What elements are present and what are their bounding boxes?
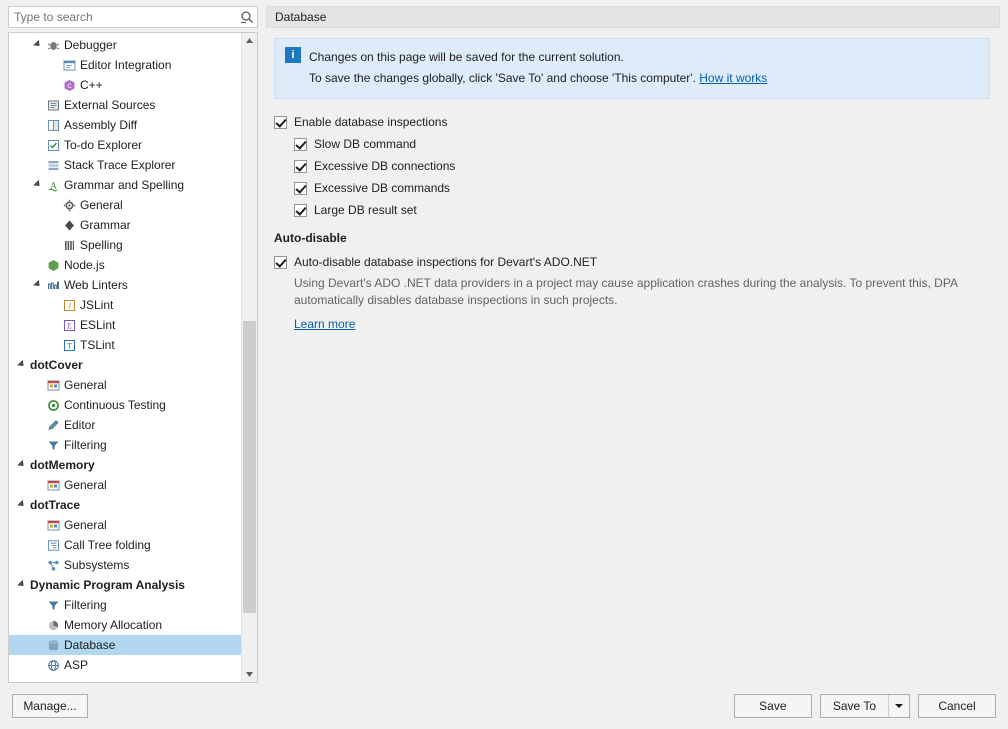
tree-item-call-tree-folding[interactable] [9,535,241,555]
expander-open-icon[interactable] [17,495,28,515]
inspection-checkbox-excessive-db-connections[interactable] [294,160,307,173]
memory-allocation-icon [44,617,62,633]
general-icon [44,517,62,533]
tree-item-filtering[interactable] [9,595,241,615]
tree-item-label: JSLint [80,298,114,312]
tree-item-label: Filtering [64,438,107,452]
inspection-row-excessive-db-commands[interactable] [294,177,990,199]
how-it-works-link[interactable]: How it works [699,71,768,85]
manage-button[interactable]: Manage... [12,694,88,718]
tree-item-to-do-explorer[interactable] [9,135,241,155]
expander-placeholder [49,335,60,355]
tree-item-grammar[interactable] [9,215,241,235]
jslint-icon [60,297,78,313]
tree-item-label: Subsystems [64,558,130,572]
info-banner [274,38,990,99]
svg-text:J: J [67,301,71,310]
footer-actions [734,694,996,718]
grammar-small-icon [60,217,78,233]
tree-item-grammar-and-spelling[interactable] [9,175,241,195]
expander-placeholder [33,415,44,435]
tree-item-label: Spelling [80,238,123,252]
expander-placeholder [49,55,60,75]
tree-item-label: General [64,378,107,392]
inspection-row-large-db-result-set[interactable] [294,199,990,221]
svg-text:E: E [66,321,72,330]
auto-disable-description: Using Devart's ADO .NET data providers in a project may cause application crashes during the analysis. To prevent this, DPA automatically disables database inspections in such projects. [294,276,958,307]
tree-item-label: Continuous Testing [64,398,166,412]
expander-open-icon[interactable] [33,175,44,195]
cancel-button[interactable]: Cancel [918,694,996,718]
tree-item-general[interactable] [9,475,241,495]
tree-item-label: Grammar and Spelling [64,178,185,192]
settings-tree[interactable] [9,33,241,682]
expander-placeholder [33,135,44,155]
page-content [266,28,1000,683]
expander-placeholder [33,655,44,675]
expander-placeholder [49,195,60,215]
tree-item-label: Filtering [64,598,107,612]
tree-item-assembly-diff[interactable] [9,115,241,135]
tree-item-jslint[interactable] [9,295,241,315]
tree-item-label: Editor [64,418,96,432]
call-tree-icon [44,537,62,553]
chevron-down-icon[interactable] [888,695,909,717]
tree-item-general[interactable] [9,375,241,395]
expander-open-icon[interactable] [33,35,44,55]
tree-item-spelling[interactable] [9,235,241,255]
tree-item-c[interactable] [9,75,241,95]
tree-item-label: Call Tree folding [64,538,151,552]
settings-detail-panel [266,6,1000,683]
eslint-icon [60,317,78,333]
expander-placeholder [49,75,60,95]
tree-item-label: Debugger [64,38,117,52]
tree-item-memory-allocation[interactable] [9,615,241,635]
filter-icon [44,437,62,453]
learn-more-container [294,317,990,331]
inspection-row-slow-db-command[interactable] [294,133,990,155]
tree-item-asp[interactable] [9,655,241,675]
tree-item-label: General [80,198,123,212]
expander-placeholder [33,375,44,395]
continuous-testing-icon [44,397,62,413]
auto-disable-checkbox[interactable] [274,256,287,269]
tree-item-label: Editor Integration [80,58,172,72]
info-banner-text [309,47,767,89]
expander-open-icon[interactable] [33,275,44,295]
enable-database-inspections-checkbox[interactable] [274,116,287,129]
general-icon [44,377,62,393]
tree-item-label: External Sources [64,98,156,112]
editor-icon [44,417,62,433]
todo-explorer-icon [44,137,62,153]
tree-item-general[interactable] [9,195,241,215]
expander-placeholder [33,255,44,275]
stack-trace-icon [44,157,62,173]
tree-item-tslint[interactable] [9,335,241,355]
expander-placeholder [33,155,44,175]
tree-item-debugger[interactable] [9,35,241,55]
inspection-label-large-db-result-set: Large DB result set [314,203,417,217]
expander-placeholder [33,95,44,115]
tree-item-external-sources[interactable] [9,95,241,115]
scroll-up-icon[interactable] [242,33,257,48]
tree-item-label: General [64,478,107,492]
inspection-label-slow-db-command: Slow DB command [314,137,417,151]
info-icon: i [285,47,301,63]
expander-open-icon[interactable] [17,575,28,595]
auto-disable-section-title: Auto-disable [274,231,347,245]
settings-navigation-panel [8,6,258,683]
scroll-down-icon[interactable] [242,667,257,682]
expander-placeholder [33,635,44,655]
info-banner-line2 [309,68,767,89]
tree-item-editor-integration[interactable] [9,55,241,75]
inspection-row-excessive-db-connections[interactable] [294,155,990,177]
asp-icon [44,657,62,673]
tree-item-general[interactable] [9,515,241,535]
tree-item-label: Grammar [80,218,131,232]
tree-item-label: Assembly Diff [64,118,138,132]
expander-placeholder [33,555,44,575]
enable-database-inspections-label: Enable database inspections [294,115,448,129]
auto-disable-label: Auto-disable database inspections for Devart's ADO.NET [294,255,598,269]
tree-item-label: dotMemory [30,458,95,472]
tree-item-label: Node.js [64,258,105,272]
tree-item-label: Dynamic Program Analysis [30,578,185,592]
info-banner-line1: Changes on this page will be saved for the current solution. [309,50,624,64]
tree-item-label: dotCover [30,358,83,372]
expander-placeholder [33,615,44,635]
tree-item-label: Memory Allocation [64,618,163,632]
tslint-icon [60,337,78,353]
assembly-diff-icon [44,117,62,133]
tree-item-dynamic-program-analysis[interactable] [9,575,241,595]
tree-item-subsystems[interactable] [9,555,241,575]
expander-placeholder [33,515,44,535]
tree-item-label: ESLint [80,318,116,332]
expander-placeholder [49,215,60,235]
tree-item-editor[interactable] [9,415,241,435]
editor-integration-icon [60,57,78,73]
web-linters-icon [44,277,62,293]
tree-item-label: General [64,518,107,532]
svg-text:A: A [49,180,57,190]
tree-item-stack-trace-explorer[interactable] [9,155,241,175]
tree-item-dottrace[interactable] [9,495,241,515]
tree-item-dotmemory[interactable] [9,455,241,475]
filter-icon [44,597,62,613]
expander-placeholder [33,435,44,455]
tree-item-label: Web Linters [64,278,128,292]
cpp-icon [60,77,78,93]
svg-text:C: C [66,83,72,90]
auto-disable-row[interactable] [274,251,990,273]
inspection-checkbox-large-db-result-set[interactable] [294,204,307,217]
inspection-label-excessive-db-connections: Excessive DB connections [314,159,456,173]
tree-item-dotcover[interactable] [9,355,241,375]
tree-item-eslint[interactable] [9,315,241,335]
dialog-footer [0,683,1008,729]
enable-database-inspections-row[interactable] [274,111,990,133]
expander-placeholder [49,295,60,315]
save-to-label[interactable]: Save To [832,699,876,713]
tree-item-label: C++ [80,78,103,92]
expander-placeholder [33,535,44,555]
database-icon [44,637,62,653]
inspection-label-excessive-db-commands: Excessive DB commands [314,181,451,195]
general-icon [44,477,62,493]
tree-item-database[interactable] [9,635,241,655]
settings-tree-container [8,32,258,683]
nodejs-icon [44,257,62,273]
expander-placeholder [33,115,44,135]
tree-item-label: ASP [64,658,89,672]
tree-item-filtering[interactable] [9,435,241,455]
sub-inspections-list [274,133,990,221]
expander-placeholder [49,235,60,255]
tree-scrollbar[interactable] [241,33,257,682]
svg-text:T: T [66,341,72,350]
expander-open-icon[interactable] [17,455,28,475]
save-to-split-button[interactable] [820,694,910,718]
search-input[interactable] [9,8,237,26]
bug-icon [44,37,62,53]
page-title: Database [266,6,1000,28]
tree-item-label: Stack Trace Explorer [64,158,176,172]
gear-icon [60,197,78,213]
expander-placeholder [33,595,44,615]
grammar-icon [44,177,62,193]
search-box[interactable] [8,6,258,28]
tree-item-continuous-testing[interactable] [9,395,241,415]
tree-item-label: TSLint [80,338,115,352]
expander-placeholder [49,315,60,335]
tree-item-node-js[interactable] [9,255,241,275]
spelling-icon [60,237,78,253]
subsystems-icon [44,557,62,573]
tree-item-label: dotTrace [30,498,81,512]
search-icon[interactable] [237,7,257,27]
save-button[interactable]: Save [734,694,812,718]
info-banner-line2-text: To save the changes globally, click 'Save To' and choose 'This computer'. [309,71,700,85]
expander-open-icon[interactable] [17,355,28,375]
expander-placeholder [33,395,44,415]
scrollbar-thumb[interactable] [243,321,256,613]
tree-item-label: Database [64,638,116,652]
tree-item-web-linters[interactable] [9,275,241,295]
external-sources-icon [44,97,62,113]
inspection-checkbox-slow-db-command[interactable] [294,138,307,151]
expander-placeholder [33,475,44,495]
inspection-checkbox-excessive-db-commands[interactable] [294,182,307,195]
learn-more-link[interactable]: Learn more [294,317,356,331]
tree-item-label: To-do Explorer [64,138,143,152]
